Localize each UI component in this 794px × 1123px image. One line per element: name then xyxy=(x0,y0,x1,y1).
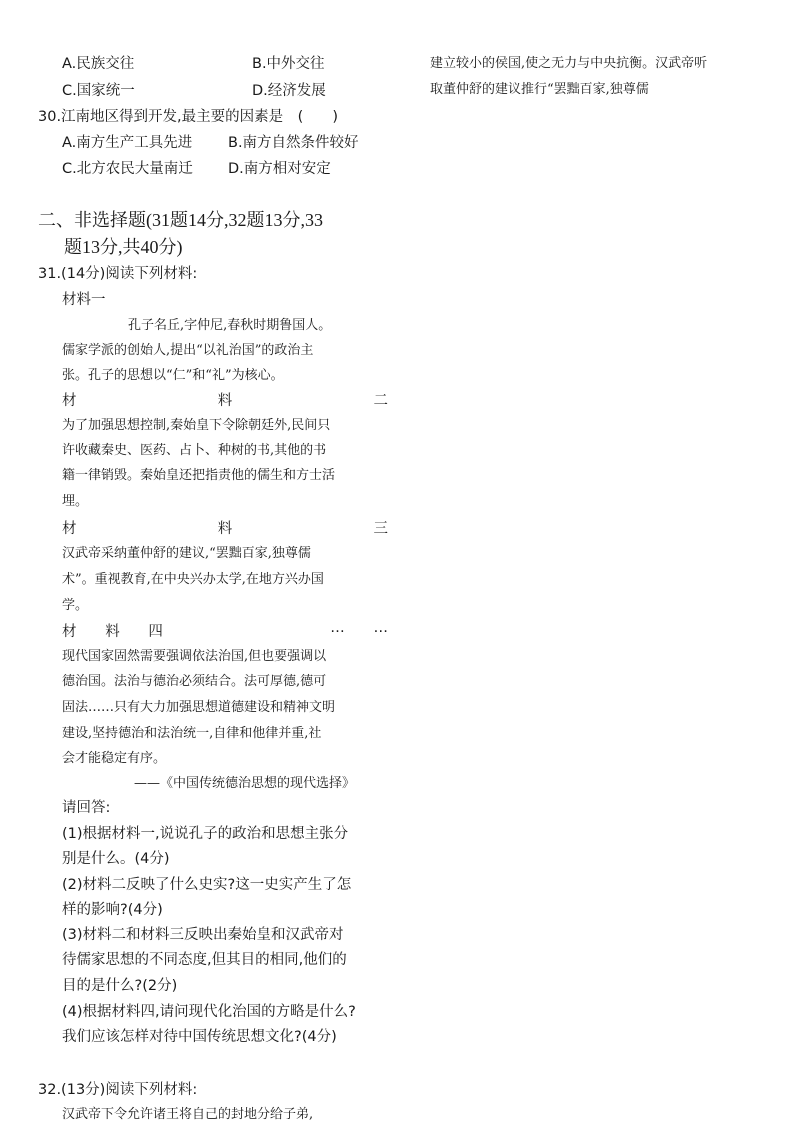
material-1-line-1: 孔子名丘,字仲尼,春秋时期鲁国人。 xyxy=(128,318,332,333)
q29-option-d: D.经济发展 xyxy=(252,83,326,99)
material-4-line-3: 固法……只有大力加强思想道德建设和精神文明 xyxy=(62,700,336,715)
material-3-line-1: 汉武帝采纳董仲舒的建议,“罢黜百家,独尊儒 xyxy=(62,546,311,561)
material-3-line-2: 术”。重视教育,在中央兴办太学,在地方兴办国 xyxy=(62,572,324,587)
material-4-label-char: 料 xyxy=(105,624,120,640)
material-2-label-char: 料 xyxy=(217,393,233,409)
material-4-label-char: 材 xyxy=(62,624,77,640)
right-column-line-2: 取董仲舒的建议推行“罢黜百家,独尊儒 xyxy=(430,82,649,97)
material-2-label-char: 二 xyxy=(373,393,388,409)
q31-intro: 31.(14分)阅读下列材料: xyxy=(38,266,198,282)
q29-option-c: C.国家统一 xyxy=(62,83,135,99)
q31-question-line: 别是什么。(4分) xyxy=(62,851,170,867)
material-1-line-2: 儒家学派的创始人,提出“以礼治国”的政治主 xyxy=(62,343,314,358)
q31-question-line: (2)材料二反映了什么史实?这一史实产生了怎 xyxy=(62,877,352,893)
q30-option-b: B.南方自然条件较好 xyxy=(228,135,359,151)
q31-question-line: 目的是什么?(2分) xyxy=(62,978,178,994)
material-3-label xyxy=(62,517,388,538)
material-4-label xyxy=(62,620,388,641)
q30-stem: 30.江南地区得到开发,最主要的因素是 ( ) xyxy=(38,109,338,125)
q31-question-line: (1)根据材料一,说说孔子的政治和思想主张分 xyxy=(62,826,349,842)
q30-option-d: D.南方相对安定 xyxy=(228,161,331,177)
material-3-label-char: 材 xyxy=(62,521,77,537)
material-2-label xyxy=(62,389,388,410)
material-2-label-char: 材 xyxy=(62,393,77,409)
q29-options-row-2 xyxy=(62,79,392,100)
material-2-line-4: 埋。 xyxy=(62,494,89,509)
q31-question-line: 样的影响?(4分) xyxy=(62,902,163,918)
q30-options-row-2 xyxy=(62,157,392,178)
right-column-line-1: 建立较小的侯国,使之无力与中央抗衡。汉武帝听 xyxy=(430,56,708,71)
q31-question-line: (3)材料二和材料三反映出秦始皇和汉武帝对 xyxy=(62,927,344,943)
q32-line-1: 汉武帝下令允许诸王将自己的封地分给子弟, xyxy=(62,1107,314,1122)
material-4-label-char: 四 xyxy=(148,624,163,640)
material-4-line-5: 会才能稳定有序。 xyxy=(62,751,167,766)
material-3-label-char: 料 xyxy=(217,521,233,537)
material-4-line-1: 现代国家固然需要强调依法治国,但也要强调以 xyxy=(62,649,327,664)
material-1-label: 材料一 xyxy=(62,292,106,308)
q30-option-a: A.南方生产工具先进 xyxy=(62,135,193,151)
q29-option-a: A.民族交往 xyxy=(62,56,135,72)
section-title-line-2: 题13分,共40分) xyxy=(64,237,183,257)
material-2-line-2: 许收藏秦史、医药、占卜、种树的书,其他的书 xyxy=(62,443,327,458)
q30-option-c: C.北方农民大量南迁 xyxy=(62,161,193,177)
material-4-line-4: 建设,坚持德治和法治统一,自律和他律并重,社 xyxy=(62,726,322,741)
material-3-line-3: 学。 xyxy=(62,598,89,613)
material-4-line-2: 德治国。法治与德治必须结合。法可厚德,德可 xyxy=(62,674,327,689)
q29-options-row-1 xyxy=(62,52,392,73)
material-4-label-char: … xyxy=(373,620,388,636)
q29-option-b: B.中外交往 xyxy=(252,56,325,72)
q30-options-row-1 xyxy=(62,131,392,152)
answer-prompt: 请回答: xyxy=(62,800,111,816)
material-4-source: ——《中国传统德治思想的现代选择》 xyxy=(134,776,356,791)
q32-intro: 32.(13分)阅读下列材料: xyxy=(38,1082,198,1098)
material-1-line-3: 张。孔子的思想以“仁”和“礼”为核心。 xyxy=(62,368,284,383)
material-3-label-char: 三 xyxy=(373,521,388,537)
material-2-line-1: 为了加强思想控制,秦始皇下令除朝廷外,民间只 xyxy=(62,418,331,433)
material-2-line-3: 籍一律销毁。秦始皇还把指责他的儒生和方士活 xyxy=(62,468,336,483)
q31-question-line: (4)根据材料四,请问现代化治国的方略是什么? xyxy=(62,1004,356,1020)
section-title-line-1: 二、非选择题(31题14分,32题13分,33 xyxy=(38,210,323,230)
material-4-label-char: … xyxy=(330,620,345,636)
q31-question-line: 待儒家思想的不同态度,但其目的相同,他们的 xyxy=(62,952,347,968)
q31-question-line: 我们应该怎样对待中国传统思想文化?(4分) xyxy=(62,1029,337,1045)
